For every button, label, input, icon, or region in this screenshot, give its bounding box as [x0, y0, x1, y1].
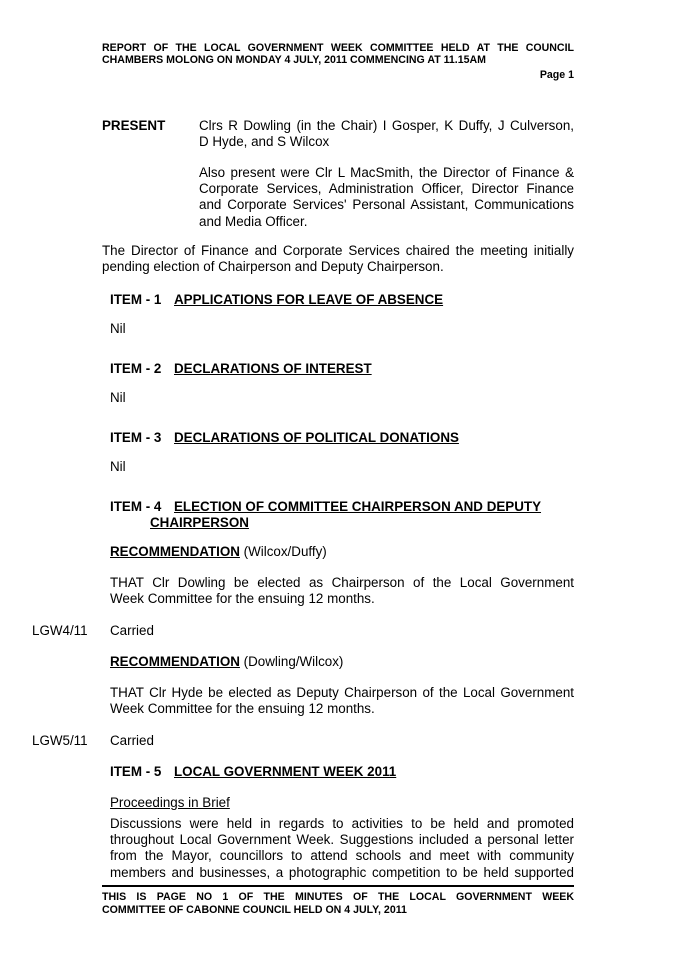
resolution-result-2: Carried [110, 733, 154, 748]
recommendation-2-heading [110, 654, 343, 669]
present-members [199, 118, 574, 150]
recommendation-label: RECOMMENDATION [110, 544, 240, 559]
item-5-heading [110, 764, 396, 779]
item-title: DECLARATIONS OF POLITICAL DONATIONS [174, 430, 459, 445]
item-1-body: Nil [110, 321, 126, 336]
resolution-ref-1: LGW4/11 [32, 623, 88, 638]
proceedings-heading: Proceedings in Brief [110, 795, 230, 810]
also-present [199, 165, 574, 230]
footer [102, 891, 574, 917]
item-2-body: Nil [110, 390, 126, 405]
page-number: Page 1 [539, 69, 574, 81]
proceedings-text [110, 816, 574, 881]
item-3-heading [110, 430, 459, 445]
item-title: DECLARATIONS OF INTEREST [174, 361, 372, 376]
recommendation-1-heading [110, 544, 327, 559]
recommendation-line: THAT Clr Dowling be elected as Chairperson of the Local Government [110, 575, 574, 590]
intro-line: The Director of Finance and Corporate Services chaired the meeting initially [102, 243, 574, 258]
intro-paragraph [102, 243, 574, 275]
item-number: ITEM - 2 [110, 361, 162, 376]
footer-line-2: COMMITTEE OF CABONNE COUNCIL HELD ON 4 JULY, 2011 [102, 904, 407, 916]
proceedings-line: members and businesses, a photographic competition to be held supported [110, 864, 574, 880]
item-title: ELECTION OF COMMITTEE CHAIRPERSON AND DEPUTY [174, 499, 542, 514]
item-title: LOCAL GOVERNMENT WEEK 2011 [174, 764, 397, 779]
proceedings-line: Discussions were held in regards to activities to be held and promoted [110, 816, 574, 831]
recommendation-1-text [110, 575, 574, 607]
footer-rule [102, 885, 574, 887]
intro-line: pending election of Chairperson and Deputy Chairperson. [102, 259, 444, 275]
recommendation-label: RECOMMENDATION [110, 654, 240, 669]
recommendation-line: THAT Clr Hyde be elected as Deputy Chairperson of the Local Government [110, 685, 574, 700]
report-header-line-2: CHAMBERS MOLONG ON MONDAY 4 JULY, 2011 COMMENCING AT 11.15AM [102, 54, 487, 66]
item-4-heading-cont: CHAIRPERSON [150, 515, 249, 530]
present-line: D Hyde, and S Wilcox [199, 134, 330, 150]
also-present-line: Also present were Clr L MacSmith, the Director of Finance & [199, 165, 574, 180]
item-title: APPLICATIONS FOR LEAVE OF ABSENCE [174, 292, 444, 307]
item-3-body: Nil [110, 459, 126, 474]
item-1-heading [110, 292, 443, 307]
item-2-heading [110, 361, 372, 376]
recommendation-line: Week Committee for the ensuing 12 months. [110, 591, 375, 607]
item-number: ITEM - 4 [110, 499, 162, 514]
present-line: Clrs R Dowling (in the Chair) I Gosper, K Duffy, J Culverson, [199, 118, 574, 133]
resolution-result-1: Carried [110, 623, 154, 638]
proceedings-line: from the Mayor, councillors to attend schools and meet with community [110, 848, 574, 864]
recommendation-movers: (Wilcox/Duffy) [243, 544, 327, 559]
item-number: ITEM - 5 [110, 764, 162, 779]
present-label: PRESENT [102, 118, 166, 133]
item-4-heading [110, 499, 541, 514]
recommendation-2-text [110, 685, 574, 717]
recommendation-line: Week Committee for the ensuing 12 months. [110, 701, 375, 717]
also-present-line: Corporate Services, Administration Officer, Director Finance [199, 181, 574, 197]
proceedings-line: throughout Local Government Week. Suggestions included a personal letter [110, 832, 574, 848]
also-present-line: and Media Officer. [199, 213, 308, 229]
resolution-ref-2: LGW5/11 [32, 733, 88, 748]
footer-line-1: THIS IS PAGE NO 1 OF THE MINUTES OF THE LOCAL GOVERNMENT WEEK [102, 891, 574, 903]
item-number: ITEM - 1 [110, 292, 162, 307]
recommendation-movers: (Dowling/Wilcox) [243, 654, 344, 669]
item-number: ITEM - 3 [110, 430, 162, 445]
report-header-line-1: REPORT OF THE LOCAL GOVERNMENT WEEK COMMITTEE HELD AT THE COUNCIL [102, 42, 574, 54]
also-present-line: and Corporate Services' Personal Assistant, Communications [199, 197, 574, 213]
